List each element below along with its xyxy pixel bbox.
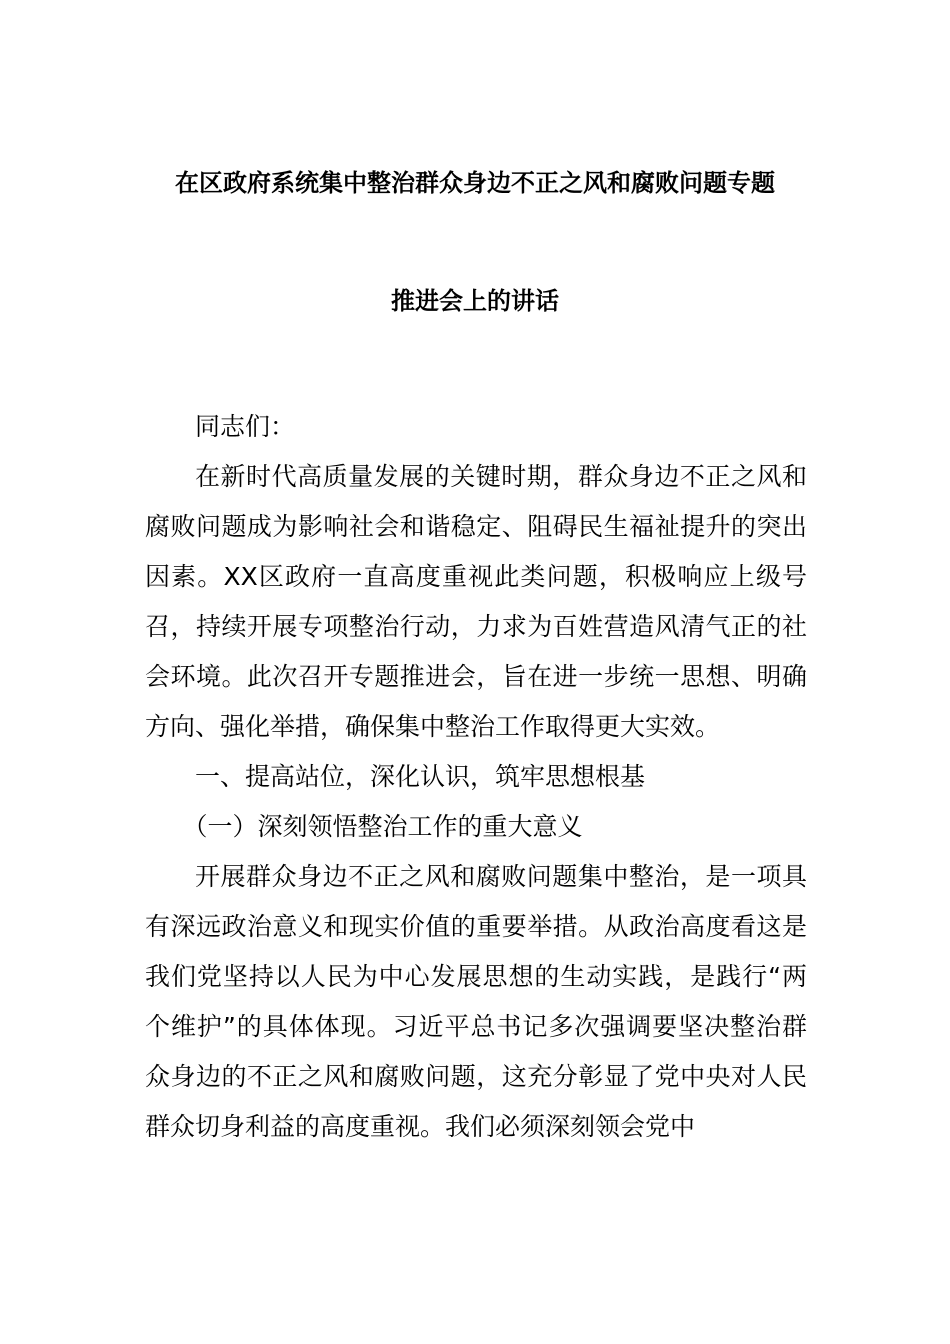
document-title-line-2: 推进会上的讲话	[391, 287, 559, 315]
section-1-subheading-1: （一）深刻领悟整治工作的重大意义	[182, 812, 583, 841]
section-1-heading: 一、提高站位，深化认识，筑牢思想根基	[195, 762, 646, 791]
document-title-line-1: 在区政府系统集中整治群众身边不正之风和腐败问题专题	[175, 169, 775, 197]
section-1-sub-1-paragraph: 开展群众身边不正之风和腐败问题集中整治，是一项具有深远政治意义和现实价值的重要举措。从政治高度看这是我们党坚持以人民为中心发展思想的生动实践，是践行“两个维护”的具体体现。习近平总书记多次强调要坚决整治群众身边的不正之风和腐败问题，这充分彰显了党中央对人民群众切身利益的高度重视。我们必须深刻领会党中	[145, 862, 807, 1141]
intro-paragraph: 在新时代高质量发展的关键时期，群众身边不正之风和腐败问题成为影响社会和谐稳定、阻碍民生福祉提升的突出因素。XX区政府一直高度重视此类问题，积极响应上级号召，持续开展专项整治行动，力求为百姓营造风清气正的社会环境。此次召开专题推进会，旨在进一步统一思想、明确方向、强化举措，确保集中整治工作取得更大实效。	[145, 462, 807, 741]
salutation: 同志们：	[195, 412, 296, 441]
document-body	[145, 402, 807, 1152]
